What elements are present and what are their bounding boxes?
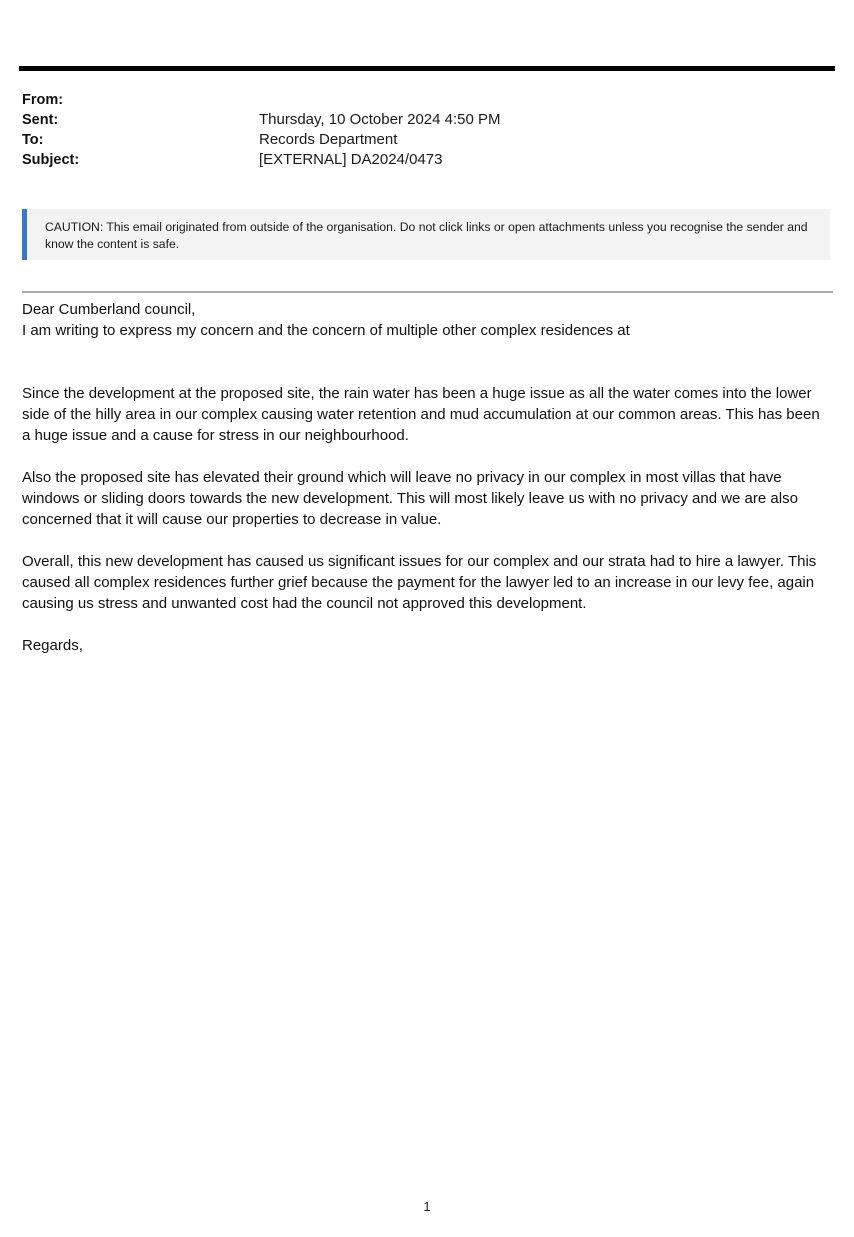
sent-label: Sent:: [22, 112, 59, 128]
paragraph-privacy: Also the proposed site has elevated their ground which will leave no privacy in our complex in most villas that have windows or sliding doors towards the new development. This will most likely leave us with no privacy and we are also concerned that it will cause our properties to decrease in value.: [22, 469, 798, 528]
to-label: To:: [22, 132, 44, 148]
intro-paragraph: I am writing to express my concern and the concern of multiple other complex residences at: [22, 322, 630, 339]
caution-banner: [22, 209, 830, 260]
sent-value: Thursday, 10 October 2024 4:50 PM: [259, 111, 501, 128]
subject-value: [EXTERNAL] DA2024/0473: [259, 151, 443, 168]
from-row: [22, 90, 802, 110]
email-header: [22, 90, 802, 170]
body-divider: [22, 291, 833, 293]
caution-text: CAUTION: This email originated from outside of the organisation. Do not click links or open attachments unless you recognise the sender and know the content is safe.: [45, 220, 808, 251]
from-label: From:: [22, 92, 64, 108]
paragraph-overall: Overall, this new development has caused us significant issues for our complex and our strata had to hire a lawyer. This caused all complex residences further grief because the payment for the lawyer led to an increase in our levy fee, again causing us stress and unwanted cost had the council not approved this development.: [22, 553, 817, 612]
greeting: Dear Cumberland council,: [22, 301, 196, 318]
subject-row: [22, 150, 802, 170]
header-top-rule: [19, 66, 835, 71]
to-value: Records Department: [259, 131, 398, 148]
to-row: [22, 130, 802, 150]
email-body: [22, 299, 822, 656]
paragraph-rain-water: Since the development at the proposed site, the rain water has been a huge issue as all the water comes into the lower side of the hilly area in our complex causing water retention and mud accumulation at our common areas. This has been a huge issue and a cause for stress in our neighbourhood.: [22, 385, 820, 444]
sent-row: [22, 110, 802, 130]
page-number: 1: [423, 1199, 431, 1214]
closing: Regards,: [22, 637, 83, 654]
subject-label: Subject:: [22, 152, 80, 168]
